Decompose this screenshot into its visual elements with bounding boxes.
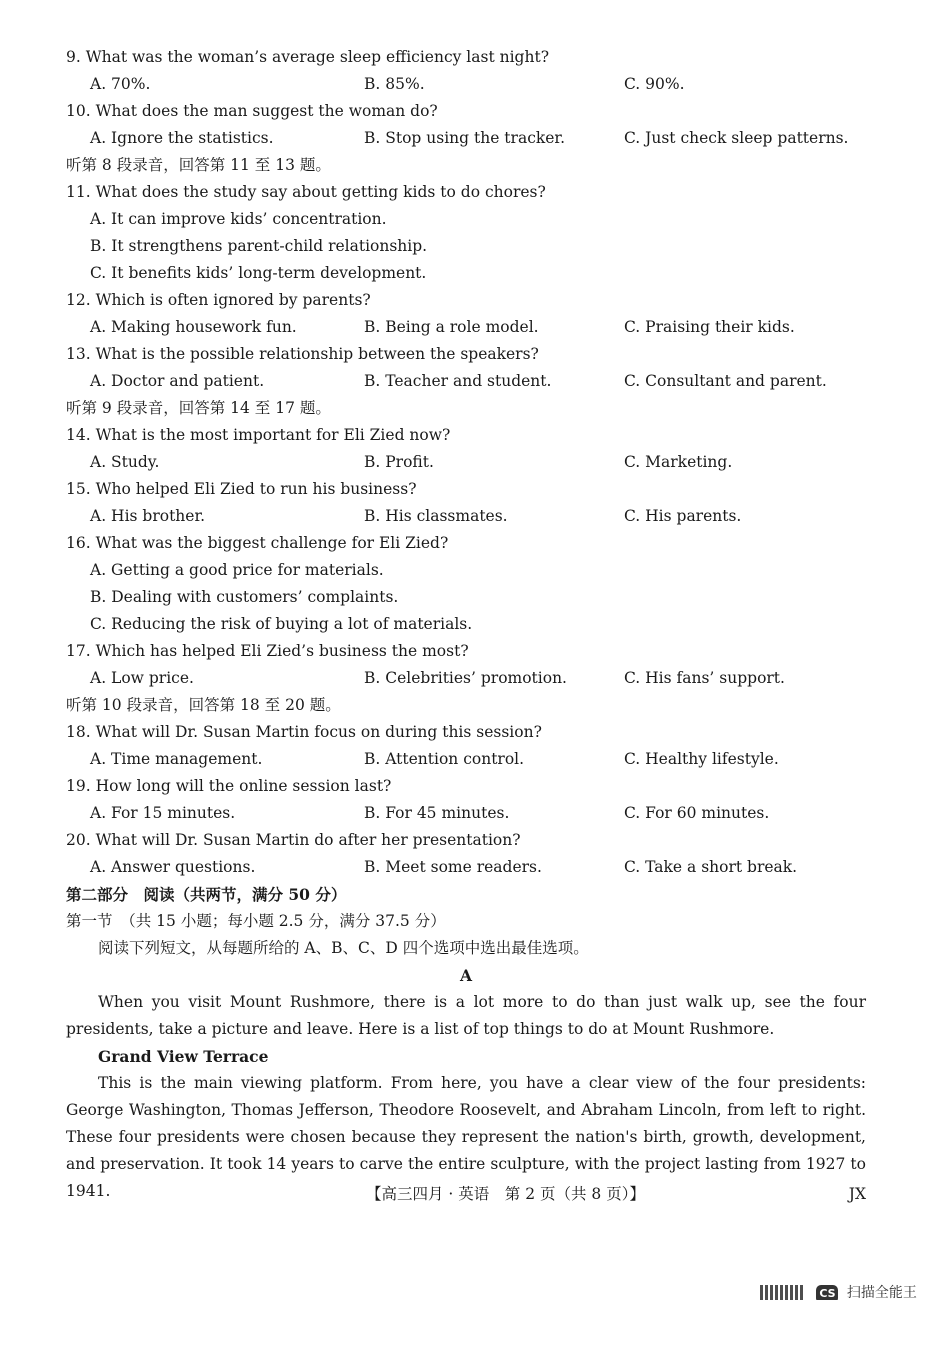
options-row [66,368,866,395]
question-text: 11. What does the study say about getting kids to do chores? [66,183,546,201]
options-row [66,314,866,341]
option-a: A. Getting a good price for materials. [90,561,384,579]
option-b: B. For 45 minutes. [364,804,510,822]
options-row [66,449,866,476]
option-a: A. 70%. [90,75,151,93]
option-a: A. Ignore the statistics. [90,129,274,147]
reading-instruction: 阅读下列短文，从每题所给的 A、B、C、D 四个选项中选出最佳选项。 [98,939,589,957]
option-a: A. It can improve kids’ concentration. [90,210,387,228]
passage-subtitle: Grand View Terrace [98,1047,269,1066]
options-row [66,854,866,881]
question-block-13 [66,341,866,395]
option-c: C. Marketing. [624,453,733,471]
section-heading-9: 听第 9 段录音，回答第 14 至 17 题。 [66,399,331,417]
section-heading-10: 听第 10 段录音，回答第 18 至 20 题。 [66,696,341,714]
question-text: 12. Which is often ignored by parents? [66,291,371,309]
question-text: 17. Which has helped Eli Zied’s business the most? [66,642,469,660]
option-b: B. Attention control. [364,750,525,768]
footer-page-info: 【高三四月 · 英语 第 2 页（共 8 页）】 [366,1185,645,1203]
question-text: 18. What will Dr. Susan Martin focus on during this session? [66,723,542,741]
question-block-12 [66,287,866,341]
option-c: C. His parents. [624,507,742,525]
scanner-label: 扫描全能王 [846,1285,917,1300]
part-two-section-one-heading: 第一节 （共 15 小题；每小题 2.5 分，满分 37.5 分） [66,912,446,930]
option-b: B. Dealing with customers’ complaints. [90,588,399,606]
page-footer [66,1181,866,1208]
question-text: 14. What is the most important for Eli Zied now? [66,426,451,444]
options-row [66,665,866,692]
option-c: C. Just check sleep patterns. [624,129,849,147]
options-row [66,125,866,152]
qr-code-icon [760,1285,804,1301]
question-block-14 [66,422,866,476]
passage-label: A [459,966,473,985]
passage-body-paragraph: This is the main viewing platform. From here, you have a clear view of the four presidents: George Washington, Thomas Jefferson, Theodore Roosevelt, and Abraham Lincoln, from left to right. These four presidents were chosen because they represent the nation's birth, growth, development, and preservation. It took 14 years to carve the entire sculpture, with the project lasting from 1927 to 1941. [66,1074,866,1200]
option-b: B. Teacher and student. [364,372,552,390]
option-a: A. Study. [90,453,160,471]
exam-page [66,44,866,1205]
question-block-9 [66,44,866,98]
option-c: C. Healthy lifestyle. [624,750,779,768]
question-text: 20. What will Dr. Susan Martin do after her presentation? [66,831,521,849]
question-text: 13. What is the possible relationship between the speakers? [66,345,539,363]
question-block-19 [66,773,866,827]
option-c: C. His fans’ support. [624,669,785,687]
option-c: C. Take a short break. [624,858,798,876]
option-a: A. For 15 minutes. [90,804,236,822]
option-b: B. Profit. [364,453,434,471]
question-block-20 [66,827,866,881]
question-text: 16. What was the biggest challenge for Eli Zied? [66,534,449,552]
option-b: B. Celebrities’ promotion. [364,669,567,687]
option-a: A. Making housework fun. [90,318,297,336]
question-text: 19. How long will the online session last? [66,777,392,795]
option-b: B. It strengthens parent-child relationship. [90,237,428,255]
footer-code: JX [848,1185,866,1203]
option-b: B. Being a role model. [364,318,539,336]
question-block-10 [66,98,866,152]
option-c: C. For 60 minutes. [624,804,770,822]
question-text: 15. Who helped Eli Zied to run his business? [66,480,417,498]
question-text: 9. What was the woman’s average sleep efficiency last night? [66,48,549,66]
question-block-18 [66,719,866,773]
option-c: C. Reducing the risk of buying a lot of materials. [90,615,473,633]
option-b: B. His classmates. [364,507,508,525]
option-a: A. Answer questions. [90,858,256,876]
question-block-17 [66,638,866,692]
section-heading-8: 听第 8 段录音，回答第 11 至 13 题。 [66,156,331,174]
option-c: C. 90%. [624,75,685,93]
option-c: C. Praising their kids. [624,318,795,336]
option-a: A. Time management. [90,750,263,768]
option-a: A. His brother. [90,507,206,525]
option-a: A. Doctor and patient. [90,372,265,390]
option-b: B. 85%. [364,75,425,93]
option-b: B. Meet some readers. [364,858,542,876]
question-block-16 [66,530,866,638]
scanner-watermark [760,1280,940,1300]
option-a: A. Low price. [90,669,194,687]
options-row [66,800,866,827]
question-block-15 [66,476,866,530]
option-c: C. It benefits kids’ long-term development. [90,264,427,282]
question-text: 10. What does the man suggest the woman do? [66,102,438,120]
option-b: B. Stop using the tracker. [364,129,566,147]
passage-intro-paragraph: When you visit Mount Rushmore, there is a lot more to do than just walk up, see the four presidents, take a picture and leave. Here is a list of top things to do at Mount Rushmore. [66,993,866,1038]
option-c: C. Consultant and parent. [624,372,827,390]
options-row [66,503,866,530]
camscanner-logo-icon: CS [816,1285,838,1301]
question-block-11 [66,179,866,287]
part-two-heading: 第二部分 阅读（共两节，满分 50 分） [66,885,347,904]
options-row [66,71,866,98]
options-row [66,746,866,773]
